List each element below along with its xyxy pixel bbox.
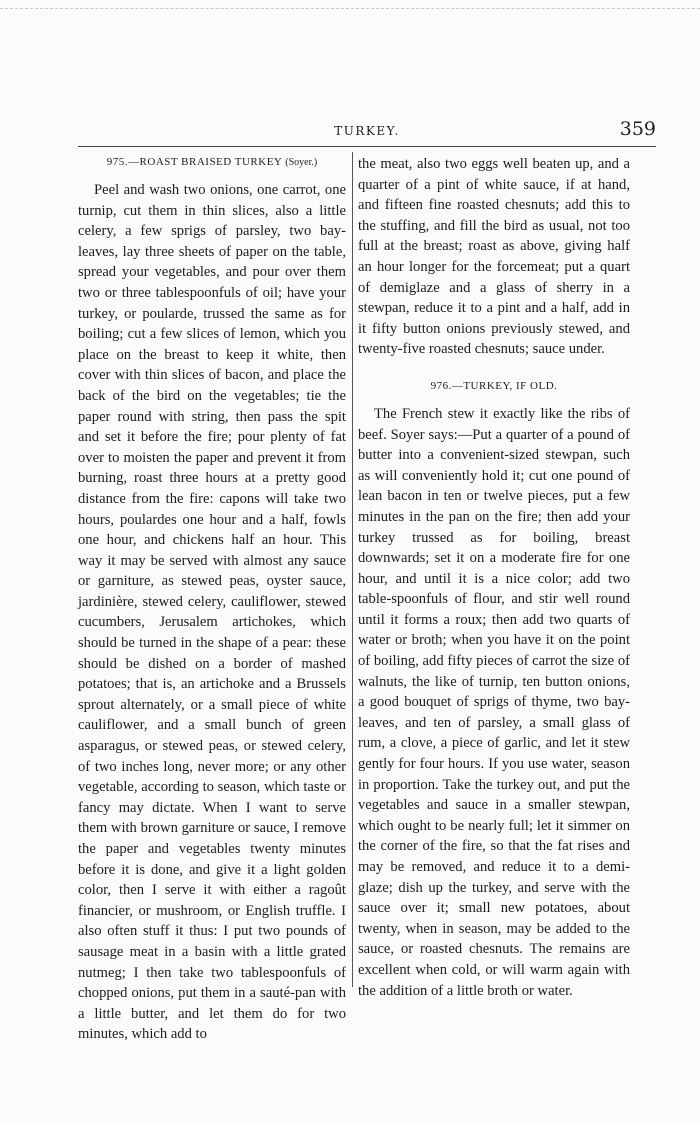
page-top-edge bbox=[0, 8, 700, 9]
recipe-975-body-continued: the meat, also two eggs well beaten up, and a quarter of a pint of white sauce, if at hand, and fifteen fine roasted chesnuts; add this to the stuffing, and fill the bird as usual, not too full at the breast; roast as above, giving half an hour longer for the forcemeat; put a quart of demiglaze and a glass of sherry in a stewpan, reduce it to a pint and a half, add in it fifty button onions previously stewed, and twenty-five roasted chesnuts; sauce under. bbox=[358, 156, 630, 358]
recipe-976-heading: 976.—TURKEY, IF OLD. bbox=[430, 379, 558, 392]
header-rule bbox=[78, 146, 656, 147]
running-title: TURKEY. bbox=[334, 124, 400, 138]
recipe-975-body: Peel and wash two onions, one carrot, one turnip, cut them in thin slices, also a little celery, a few sprigs of parsley, two bay-leaves, lay three sheets of paper on the table, spread your vegetables, and pour over them two or three tablespoonfuls of oil; have your turkey, or poularde, trussed the same as for boiling; cut a few slices of lemon, which you place on the breast to keep it white, then cover with thin slices of bacon, and place the back of the bird on the vegetables; tie the paper round with string, then pass the spit and set it before the fire; pour plenty of fat over to moisten the paper and prevent it from burning, roast three hours at a pretty good distance from the fire: capons will take two hours, poulardes one hour and a half, fowls one hour, and chickens half an hour. This way it may be served with almost any sauce or garniture, as stewed peas, oyster sauce, jardinière, stewed celery, cauliflower, stewed cucumbers, Jerusalem artichokes, which should be turned in the shape of a pear: these should be dished on a border of mashed potatoes; that is, an artichoke and a Brussels sprout alternately, or a small piece of white cauliflower, and a small bunch of green asparagus, or stewed peas, or stewed celery, of two inches long, never more; or any other vegetable, according to season, which taste or fancy may dictate. When I want to serve them with brown garniture or sauce, I remove the paper and vegetables twenty minutes before it is done, and give it a light golden color, then I serve it with either a ragoût financier, or mushroom, or English truffle. I also often stuff it thus: I put two pounds of sausage meat in a basin with a little grated nutmeg; I then take two tablespoonfuls of chopped onions, put them in a sauté-pan with a little butter, and let them do for two minutes, which add to bbox=[78, 182, 346, 1043]
recipe-975-title: 975.—ROAST BRAISED TURKEY bbox=[106, 156, 282, 168]
left-column bbox=[78, 154, 346, 1045]
column-divider bbox=[352, 152, 353, 987]
recipe-975-attribution: (Soyer.) bbox=[285, 157, 318, 168]
page-number: 359 bbox=[619, 118, 656, 140]
right-column bbox=[358, 154, 630, 1001]
recipe-976-body: The French stew it exactly like the ribs of beef. Soyer says:—Put a quarter of a pound of butter into a convenient-sized stewpan, such as will conveniently hold it; cut one pound of lean bacon in ten or twelve pieces, put a few minutes in the pan on the fire; then add your turkey trussed as for boiling, breast downwards; set it on a moderate fire for one hour, and until it is a nice color; add two table-spoonfuls of flour, and stir well round until it forms a roux; then add two quarts of water or broth; when you have it on the point of boiling, add fifty pieces of carrot the size of walnuts, the like of turnip, ten button onions, a good bouquet of sprigs of thyme, two bay-leaves, and ten of parsley, a small glass of rum, a clove, a piece of garlic, and let it stew gently for four hours. If you use water, season in proportion. Take the turkey out, and put the vegetables and sauce in a smaller stewpan, which ought to be nearly full; let it simmer on the corner of the fire, so that the fat rises and may be removed, and reduce it to a demi-glaze; dish up the turkey, and serve with the sauce over it; small new potatoes, about twenty, when in season, may be added to the sauce, or roasted chesnuts. The remains are excellent when cold, or will warm again with the addition of a little broth or water. bbox=[358, 405, 630, 999]
recipe-975-heading bbox=[78, 154, 346, 171]
running-header bbox=[78, 116, 656, 142]
